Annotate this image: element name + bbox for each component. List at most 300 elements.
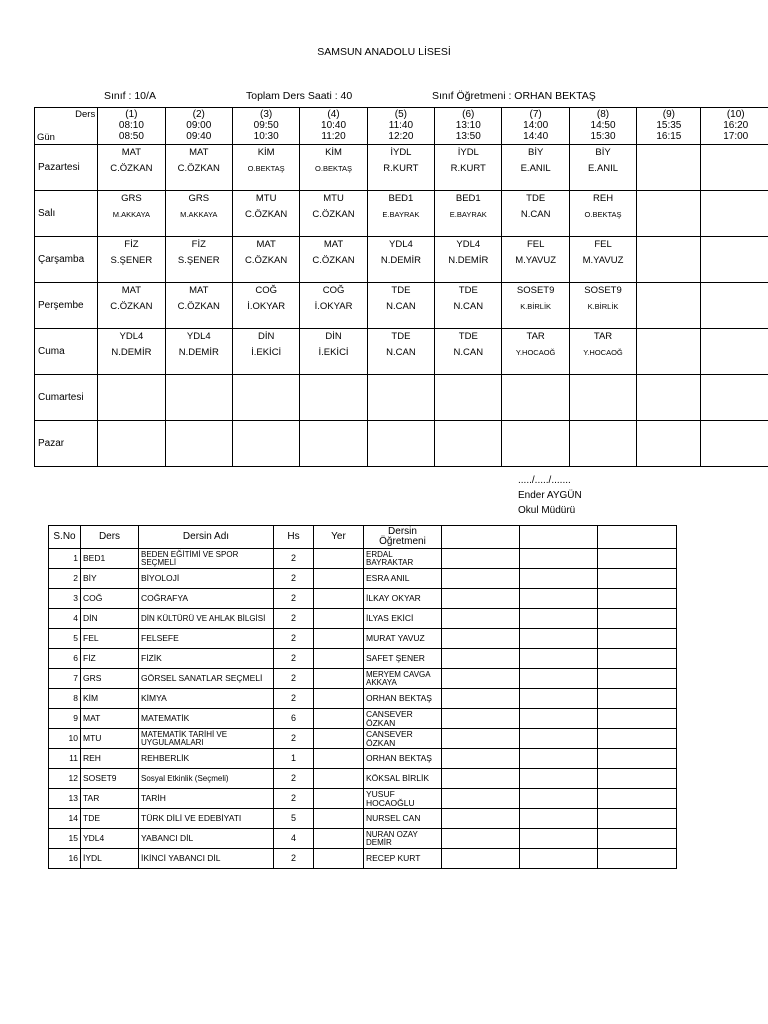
schedule-cell — [701, 145, 768, 191]
day-name: Pazartesi — [35, 145, 98, 191]
schedule-cell — [435, 375, 502, 421]
lesson-code: KİM — [325, 147, 342, 158]
empty-cell — [442, 809, 520, 829]
course-hours: 2 — [274, 729, 314, 749]
empty-cell — [442, 749, 520, 769]
schedule-cell — [502, 145, 569, 191]
empty-cell — [520, 689, 598, 709]
time-slot-start: 09:00 — [186, 120, 212, 131]
lesson-teacher: N.DEMİR — [448, 255, 489, 266]
time-slot-num: (3) — [260, 109, 273, 120]
time-slot-start: 13:10 — [455, 120, 481, 131]
schedule-cell — [435, 421, 502, 467]
lesson-code: BED1 — [388, 193, 414, 204]
schedule-day-row — [35, 145, 768, 191]
empty-cell — [520, 729, 598, 749]
empty-cell — [598, 789, 677, 809]
course-name: BİYOLOJİ — [139, 569, 274, 589]
lesson-teacher: M.AKKAYA — [180, 210, 218, 219]
signature-date: ...../...../....... — [518, 475, 571, 486]
empty-cell — [520, 549, 598, 569]
course-teacher: ORHAN BEKTAŞ — [364, 689, 442, 709]
table-row — [49, 589, 677, 609]
course-name: GÖRSEL SANATLAR SEÇMELİ — [139, 669, 274, 689]
table-row — [49, 749, 677, 769]
course-name: COĞRAFYA — [139, 589, 274, 609]
lesson-code: BİY — [528, 147, 544, 158]
lesson-code: DİN — [257, 331, 275, 342]
schedule-cell — [569, 421, 636, 467]
lesson-teacher — [701, 377, 768, 382]
course-name: MATEMATİK TARİHİ VE UYGULAMALARI — [139, 729, 274, 749]
empty-cell — [598, 709, 677, 729]
empty-cell — [442, 526, 520, 549]
course-hours: 1 — [274, 749, 314, 769]
schedule-cell — [502, 237, 569, 283]
schedule-cell — [701, 375, 768, 421]
course-code: GRS — [81, 669, 139, 689]
empty-cell — [442, 609, 520, 629]
lesson-teacher — [637, 423, 700, 428]
course-name: BEDEN EĞİTİMİ VE SPOR SEÇMELİ — [139, 549, 274, 569]
course-code: KİM — [81, 689, 139, 709]
lesson-code: FEL — [526, 239, 545, 250]
course-name: YABANCI DİL — [139, 829, 274, 849]
lesson-teacher — [701, 193, 768, 198]
empty-cell — [520, 769, 598, 789]
lesson-teacher: E.BAYRAK — [382, 210, 420, 219]
empty-cell — [442, 849, 520, 869]
empty-cell — [598, 649, 677, 669]
schedule-cell — [367, 329, 434, 375]
lesson-code: MAT — [189, 285, 209, 296]
lesson-teacher — [98, 423, 164, 428]
schedule-cell — [300, 421, 367, 467]
class-label: Sınıf : 10/A — [104, 90, 156, 102]
schedule-cell — [232, 421, 299, 467]
course-place — [314, 569, 364, 589]
lesson-teacher: İ.OKYAR — [314, 301, 353, 312]
lesson-teacher: K.BİRLİK — [587, 302, 619, 311]
row-number: 13 — [49, 789, 81, 809]
table-row — [49, 729, 677, 749]
course-code: FEL — [81, 629, 139, 649]
lesson-teacher — [233, 423, 299, 428]
time-slot-header — [98, 108, 165, 145]
course-hours: 6 — [274, 709, 314, 729]
time-slot-start: 09:50 — [253, 120, 279, 131]
empty-cell — [520, 789, 598, 809]
lesson-teacher: N.CAN — [386, 347, 416, 358]
lesson-code: TDE — [458, 285, 478, 296]
lesson-teacher: N.CAN — [453, 301, 484, 312]
empty-cell — [520, 849, 598, 869]
table-row — [49, 769, 677, 789]
course-hours: 2 — [274, 569, 314, 589]
time-slot-end: 10:30 — [253, 131, 279, 142]
schedule-cell — [300, 283, 367, 329]
lesson-teacher — [701, 285, 768, 290]
lesson-teacher: R.KURT — [450, 163, 486, 174]
lesson-teacher — [637, 377, 700, 382]
course-name: REHBERLİK — [139, 749, 274, 769]
empty-cell — [520, 809, 598, 829]
lesson-teacher: R.KURT — [383, 163, 419, 174]
schedule-day-row — [35, 375, 768, 421]
course-place — [314, 749, 364, 769]
lesson-code: MAT — [121, 285, 142, 296]
course-name: FELSEFE — [139, 629, 274, 649]
schedule-day-row — [35, 421, 768, 467]
schedule-cell — [165, 421, 232, 467]
corner-cell — [35, 108, 98, 145]
lesson-code: MTU — [255, 193, 277, 204]
row-number: 2 — [49, 569, 81, 589]
day-name: Cuma — [35, 329, 98, 375]
lesson-teacher — [637, 331, 700, 336]
weekly-schedule-table — [34, 107, 768, 467]
schedule-day-row — [35, 283, 768, 329]
time-slot-header — [701, 108, 768, 145]
lesson-teacher — [435, 423, 501, 428]
header-hs: Hs — [274, 526, 314, 549]
schedule-cell — [98, 283, 165, 329]
course-name: İKİNCİ YABANCI DİL — [139, 849, 274, 869]
schedule-cell — [502, 283, 569, 329]
lesson-teacher: C.ÖZKAN — [110, 301, 153, 312]
empty-cell — [442, 709, 520, 729]
schedule-cell — [98, 237, 165, 283]
lesson-teacher: N.DEMİR — [380, 255, 421, 266]
schedule-cell — [300, 145, 367, 191]
lesson-code: MTU — [323, 193, 344, 204]
table-row — [49, 649, 677, 669]
lesson-teacher — [233, 377, 299, 382]
lesson-code: GRS — [188, 193, 210, 204]
empty-cell — [442, 569, 520, 589]
schedule-cell — [232, 283, 299, 329]
course-name: FİZİK — [139, 649, 274, 669]
lesson-code: DİN — [325, 331, 342, 342]
lesson-code: TAR — [526, 331, 545, 342]
schedule-cell — [569, 329, 636, 375]
course-place — [314, 769, 364, 789]
course-hours: 5 — [274, 809, 314, 829]
course-place — [314, 849, 364, 869]
table-row — [49, 789, 677, 809]
lesson-teacher: K.BİRLİK — [520, 302, 552, 311]
time-slot-num: (8) — [596, 109, 610, 120]
course-name: TARİH — [139, 789, 274, 809]
lesson-teacher: C.ÖZKAN — [245, 255, 288, 266]
schedule-cell — [435, 283, 502, 329]
header-ogretmen: Dersin Öğretmeni — [364, 526, 442, 549]
time-slot-header — [435, 108, 502, 145]
schedule-cell — [165, 145, 232, 191]
table-row — [49, 689, 677, 709]
empty-cell — [598, 829, 677, 849]
schedule-cell — [300, 191, 367, 237]
lesson-teacher: İ.EKİCİ — [318, 347, 349, 358]
lesson-teacher: İ.EKİCİ — [251, 347, 282, 358]
lesson-teacher — [435, 377, 501, 382]
schedule-day-row — [35, 329, 768, 375]
time-slot-end: 13:50 — [455, 131, 481, 142]
lesson-code: GRS — [121, 193, 142, 204]
schedule-cell — [701, 421, 768, 467]
row-number: 15 — [49, 829, 81, 849]
row-number: 3 — [49, 589, 81, 609]
time-slot-header — [502, 108, 569, 145]
empty-cell — [442, 629, 520, 649]
schedule-cell — [232, 191, 299, 237]
course-teacher: KÖKSAL BİRLİK — [364, 769, 442, 789]
schedule-cell — [435, 191, 502, 237]
course-code: İYDL — [81, 849, 139, 869]
time-slot-num: (2) — [192, 109, 205, 120]
empty-cell — [442, 829, 520, 849]
lesson-teacher: E.ANIL — [587, 163, 619, 174]
schedule-cell — [569, 145, 636, 191]
schedule-cell — [367, 375, 434, 421]
time-slot-end: 12:20 — [388, 131, 414, 142]
row-number: 9 — [49, 709, 81, 729]
course-hours: 2 — [274, 669, 314, 689]
day-name: Salı — [35, 191, 98, 237]
lesson-teacher — [637, 147, 700, 152]
course-place — [314, 729, 364, 749]
time-slot-end: 14:40 — [523, 131, 549, 142]
course-hours: 2 — [274, 849, 314, 869]
table-row — [49, 829, 677, 849]
schedule-cell — [300, 375, 367, 421]
time-slot-start: 14:00 — [523, 120, 549, 131]
course-teacher: CANSEVER ÖZKAN — [364, 729, 442, 749]
schedule-cell — [502, 375, 569, 421]
course-code: REH — [81, 749, 139, 769]
schedule-day-row — [35, 237, 768, 283]
schedule-cell — [367, 283, 434, 329]
lesson-teacher — [637, 285, 700, 290]
lesson-code: TDE — [526, 193, 546, 204]
course-hours: 2 — [274, 549, 314, 569]
lesson-code: MAT — [189, 147, 209, 158]
lesson-code: YDL4 — [389, 239, 413, 250]
lesson-teacher: M.AKKAYA — [112, 210, 151, 219]
course-teacher: ESRA ANIL — [364, 569, 442, 589]
schedule-cell — [637, 329, 701, 375]
lesson-teacher: C.ÖZKAN — [177, 301, 220, 312]
course-place — [314, 709, 364, 729]
row-number: 8 — [49, 689, 81, 709]
empty-cell — [520, 749, 598, 769]
course-code: TDE — [81, 809, 139, 829]
time-slot-header — [232, 108, 299, 145]
empty-cell — [442, 549, 520, 569]
time-slot-header — [367, 108, 434, 145]
corner-gun-label: Gün — [37, 132, 55, 143]
empty-cell — [520, 526, 598, 549]
lesson-teacher: S.ŞENER — [110, 255, 153, 266]
lesson-teacher: N.CAN — [520, 209, 551, 220]
empty-cell — [598, 609, 677, 629]
row-number: 16 — [49, 849, 81, 869]
lesson-teacher: O.BEKTAŞ — [315, 164, 353, 173]
course-place — [314, 669, 364, 689]
lesson-code: KİM — [257, 147, 275, 158]
course-place — [314, 629, 364, 649]
lesson-teacher — [570, 423, 636, 428]
schedule-cell — [232, 375, 299, 421]
time-slot-num: (1) — [125, 109, 138, 120]
day-name: Perşembe — [35, 283, 98, 329]
schedule-cell — [502, 191, 569, 237]
empty-cell — [520, 569, 598, 589]
course-place — [314, 649, 364, 669]
schedule-cell — [98, 375, 165, 421]
schedule-cell — [232, 237, 299, 283]
schedule-cell — [367, 145, 434, 191]
schedule-cell — [701, 191, 768, 237]
lesson-teacher: S.ŞENER — [177, 255, 220, 266]
time-slot-header — [569, 108, 636, 145]
course-teacher: ORHAN BEKTAŞ — [364, 749, 442, 769]
course-hours: 2 — [274, 689, 314, 709]
time-slot-num: (10) — [726, 109, 745, 120]
empty-cell — [598, 549, 677, 569]
lesson-teacher: Y.HOCAOĞ — [515, 348, 556, 357]
lesson-code: BED1 — [455, 193, 481, 204]
signature-name: Ender AYGÜN — [518, 490, 582, 501]
course-code: COĞ — [81, 589, 139, 609]
lesson-teacher — [637, 193, 700, 198]
lesson-code: COĞ — [322, 285, 345, 296]
course-name: MATEMATİK — [139, 709, 274, 729]
time-slot-start: 16:20 — [723, 120, 749, 131]
schedule-cell — [569, 375, 636, 421]
course-teacher: YUSUF HOCAOĞLU — [364, 789, 442, 809]
corner-ders-label: Ders — [75, 109, 96, 120]
course-hours: 2 — [274, 769, 314, 789]
course-place — [314, 789, 364, 809]
lesson-teacher: Y.HOCAOĞ — [583, 348, 623, 357]
lesson-teacher — [570, 377, 636, 382]
course-code: TAR — [81, 789, 139, 809]
lesson-teacher: E.ANIL — [520, 163, 551, 174]
lesson-teacher: N.DEMİR — [178, 347, 219, 358]
lesson-code: MAT — [323, 239, 344, 250]
course-list-table — [48, 525, 677, 869]
signature-title: Okul Müdürü — [518, 505, 576, 516]
course-place — [314, 829, 364, 849]
table-row — [49, 629, 677, 649]
empty-cell — [520, 829, 598, 849]
course-code: FİZ — [81, 649, 139, 669]
empty-cell — [442, 729, 520, 749]
time-slot-start: 15:35 — [656, 120, 682, 131]
course-list-header-row — [49, 526, 677, 549]
row-number: 10 — [49, 729, 81, 749]
schedule-cell — [165, 237, 232, 283]
course-hours: 4 — [274, 829, 314, 849]
header-adi: Dersin Adı — [139, 526, 274, 549]
schedule-cell — [165, 191, 232, 237]
lesson-teacher — [502, 377, 568, 382]
schedule-cell — [165, 283, 232, 329]
course-teacher: MERYEM CAVGA AKKAYA — [364, 669, 442, 689]
table-row — [49, 569, 677, 589]
course-hours: 2 — [274, 629, 314, 649]
empty-cell — [520, 669, 598, 689]
table-row — [49, 669, 677, 689]
time-slot-start: 14:50 — [590, 120, 616, 131]
schedule-cell — [569, 191, 636, 237]
lesson-teacher — [166, 377, 232, 382]
time-slot-header — [637, 108, 701, 145]
time-slot-start: 11:40 — [388, 120, 414, 131]
time-slot-header — [165, 108, 232, 145]
time-slot-num: (5) — [394, 109, 408, 120]
lesson-code: İYDL — [457, 147, 479, 158]
row-number: 1 — [49, 549, 81, 569]
course-place — [314, 589, 364, 609]
lesson-teacher: M.YAVUZ — [515, 255, 557, 266]
course-code: BİY — [81, 569, 139, 589]
lesson-teacher: C.ÖZKAN — [245, 209, 288, 220]
course-teacher: ERDAL BAYRAKTAR — [364, 549, 442, 569]
schedule-cell — [435, 237, 502, 283]
course-name: TÜRK DİLİ VE EDEBİYATI — [139, 809, 274, 829]
schedule-cell — [637, 145, 701, 191]
course-teacher: İLYAS EKİCİ — [364, 609, 442, 629]
class-teacher-label: Sınıf Öğretmeni : ORHAN BEKTAŞ — [432, 90, 596, 102]
empty-cell — [598, 809, 677, 829]
lesson-teacher: E.BAYRAK — [449, 210, 487, 219]
empty-cell — [520, 649, 598, 669]
lesson-code: FEL — [594, 239, 612, 250]
schedule-cell — [367, 237, 434, 283]
schedule-cell — [300, 329, 367, 375]
empty-cell — [442, 649, 520, 669]
lesson-code: MAT — [256, 239, 276, 250]
empty-cell — [598, 769, 677, 789]
schedule-cell — [637, 375, 701, 421]
schedule-header-row — [35, 108, 768, 145]
empty-cell — [520, 589, 598, 609]
header-sno: S.No — [49, 526, 81, 549]
lesson-teacher: N.CAN — [386, 301, 416, 312]
schedule-cell — [165, 375, 232, 421]
lesson-code: YDL4 — [119, 331, 144, 342]
lesson-code: FİZ — [124, 239, 139, 250]
empty-cell — [598, 629, 677, 649]
empty-cell — [598, 689, 677, 709]
course-teacher: İLKAY OKYAR — [364, 589, 442, 609]
empty-cell — [442, 589, 520, 609]
lesson-code: TDE — [391, 331, 411, 342]
empty-cell — [520, 709, 598, 729]
schedule-cell — [701, 237, 768, 283]
schedule-cell — [637, 237, 701, 283]
empty-cell — [442, 669, 520, 689]
course-hours: 2 — [274, 649, 314, 669]
header-yer: Yer — [314, 526, 364, 549]
time-slot-end: 09:40 — [186, 131, 212, 142]
lesson-teacher: İ.OKYAR — [247, 301, 286, 312]
empty-cell — [520, 629, 598, 649]
lesson-teacher — [701, 147, 768, 152]
lesson-teacher — [701, 331, 768, 336]
